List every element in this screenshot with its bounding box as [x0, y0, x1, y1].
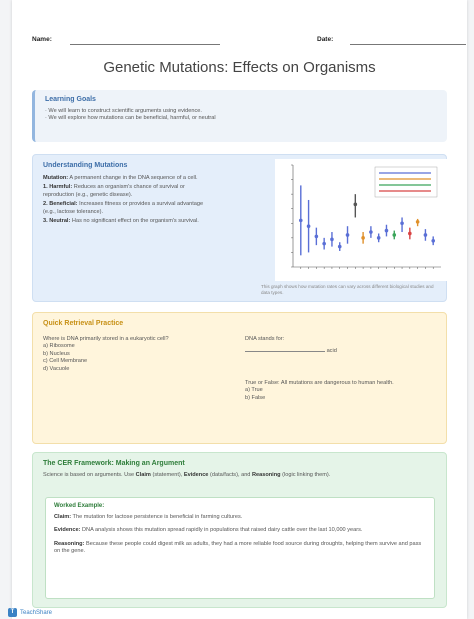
reasoning-label: Reasoning: — [54, 540, 85, 547]
mutation-definitions — [43, 175, 213, 225]
question-3-option[interactable]: b) False — [245, 394, 266, 401]
question-1-option[interactable]: c) Cell Membrane — [43, 358, 88, 365]
cer-framework-section — [32, 452, 447, 608]
question-3-text: True or False: All mutations are dangerous to human health. — [245, 380, 394, 386]
claim-word: Claim — [135, 472, 151, 478]
question-1-option[interactable]: a) Ribosome — [43, 343, 75, 350]
cer-intro-suffix: (logic linking them). — [280, 472, 331, 478]
harmful-term: 1. Harmful: — [43, 184, 73, 191]
page-title: Genetic Mutations: Effects on Organisms — [103, 59, 376, 76]
chart-point — [424, 233, 428, 237]
chart-point — [354, 203, 358, 207]
name-field-line[interactable] — [70, 44, 220, 45]
question-3-option[interactable]: a) True — [245, 387, 263, 394]
chart-point — [400, 221, 404, 225]
reasoning-word: Reasoning — [251, 472, 281, 478]
header-row — [32, 36, 449, 48]
learning-goals-heading: Learning Goals — [45, 96, 96, 103]
chart-point — [385, 229, 389, 233]
question-1 — [43, 336, 243, 373]
claim-text: The mutation for lactose persistence is beneficial in farming cultures. — [71, 514, 243, 520]
question-2-answer-blank[interactable] — [245, 351, 325, 352]
name-label: Name: — [32, 36, 52, 43]
chart-svg — [275, 159, 447, 281]
chart-point — [361, 236, 365, 240]
neutral-definition: Has no significant effect on the organism's survival. — [70, 218, 199, 225]
mutation-term: Mutation: — [43, 175, 69, 181]
chart-point — [431, 239, 435, 243]
chart-legend — [375, 167, 437, 197]
learning-goal-item: · We will explore how mutations can be beneficial, harmful, or neutral — [45, 115, 216, 122]
evidence-label: Evidence: — [54, 527, 81, 534]
footer-brand-name: TeachShare — [20, 610, 53, 617]
chart-point — [322, 242, 326, 246]
understanding-heading: Understanding Mutations — [43, 162, 128, 169]
question-1-option[interactable]: b) Nucleus — [43, 350, 70, 357]
cer-intro-mid1: (statement), — [150, 472, 184, 478]
learning-goals-section — [32, 90, 447, 142]
understanding-mutations-section — [32, 154, 447, 302]
cer-intro-prefix: Science is based on arguments. Use — [43, 472, 136, 478]
chart-point — [346, 233, 350, 237]
reasoning-text: Because these people could digest milk as adults, they had a more reliable food source during droughts, helping them survive and pass on the gene. — [54, 540, 422, 555]
worked-example-heading: Worked Example: — [54, 503, 105, 509]
chart-caption: This graph shows how mutation rates can vary across different biological studies and data types. — [261, 284, 434, 295]
mutation-rate-chart — [275, 159, 447, 281]
question-1-text: Where is DNA primarily stored in a eukaryotic cell? — [43, 336, 169, 342]
neutral-term: 3. Neutral: — [43, 218, 71, 225]
evidence-word: Evidence — [183, 472, 209, 478]
mutation-definition: A permanent change in the DNA sequence of a cell. — [68, 175, 198, 181]
chart-point — [338, 245, 342, 249]
cer-intro — [43, 472, 436, 479]
chart-point — [315, 235, 319, 239]
chart-point — [377, 236, 381, 240]
teachshare-logo-icon: T — [8, 608, 17, 617]
worksheet-page — [12, 0, 467, 619]
evidence-text: DNA analysis shows this mutation spread rapidly in populations that raised dairy cattle over the last 10,000 years. — [80, 527, 363, 534]
chart-point — [392, 233, 396, 237]
beneficial-term: 2. Beneficial: — [43, 201, 78, 208]
question-2 — [245, 336, 435, 356]
beneficial-definition: Increases fitness or provides a survival advantage (e.g., lactose tolerance). — [43, 201, 204, 215]
footer-brand[interactable] — [8, 608, 52, 617]
chart-point — [369, 230, 373, 234]
question-3 — [245, 380, 435, 402]
date-field-line[interactable] — [350, 44, 466, 45]
question-2-text: DNA stands for: — [245, 336, 285, 342]
quick-retrieval-heading: Quick Retrieval Practice — [43, 320, 124, 327]
chart-point — [330, 238, 334, 242]
harmful-definition: Reduces an organism's chance of survival or reproduction (e.g., genetic disease). — [43, 184, 185, 198]
chart-point — [299, 219, 303, 223]
cer-heading: The CER Framework: Making an Argument — [43, 460, 185, 467]
date-label: Date: — [317, 36, 334, 43]
claim-label: Claim: — [54, 514, 72, 520]
chart-point — [416, 220, 420, 224]
cer-intro-mid2: (data/facts), and — [208, 472, 252, 478]
chart-point — [408, 232, 412, 236]
question-2-suffix: acid — [326, 348, 337, 355]
learning-goal-item: · We will learn to construct scientific arguments using evidence. — [45, 108, 202, 114]
worked-example-box — [45, 497, 435, 599]
quick-retrieval-section — [32, 312, 447, 444]
chart-point — [307, 224, 311, 228]
question-1-option[interactable]: d) Vacuole — [43, 365, 70, 372]
